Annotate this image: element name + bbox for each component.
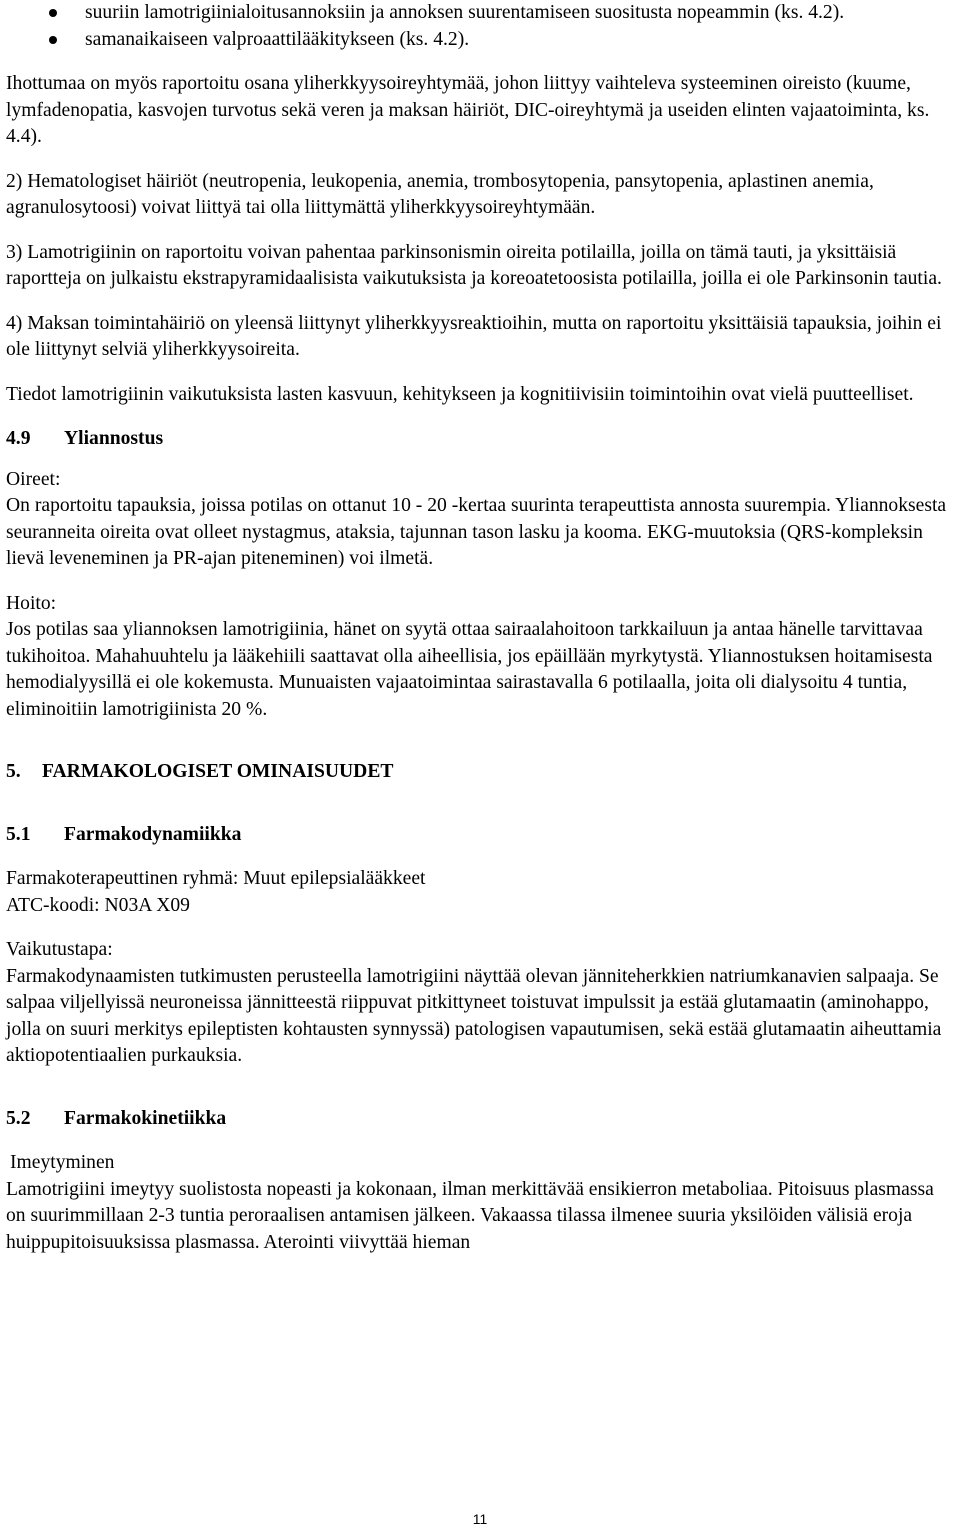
- paragraph-haematologic: 2) Hematologiset häiriöt (neutropenia, leukopenia, anemia, trombosytopenia, pansytopenia, aplastinen anemia, agranulosytoosi) voivat liittyä tai olla liittymättä yliherkkyysoireyhtymään.: [6, 170, 874, 218]
- section-number: 4.9: [6, 428, 31, 449]
- section-heading-5-2: [6, 1106, 958, 1133]
- section-title: Farmakodynamiikka: [64, 823, 242, 845]
- bullet-icon: [49, 9, 57, 17]
- section-title: Farmakokinetiikka: [64, 1107, 227, 1129]
- absorption-label: Imeytyminen: [10, 1152, 115, 1173]
- mechanism-text: Farmakodynaamisten tutkimusten perusteella lamotrigiini näyttää olevan jänniteherkkien natriumkanavien salpaaja. Se salpaa viljellyissä neuroneissa jännitteestä riippuvat pitkittyneet toistuvat impulssit ja estää glutamaatin (aminohappo, jolla on suuri merkitys epileptisten kohtausten synnyssä) patologisen vapautumisen, sekä estää glutamaatin aiheuttamia aktiopotentiaalien purkauksia.: [6, 965, 942, 1066]
- section-title: Yliannostus: [64, 428, 164, 449]
- section-number: 5.: [6, 761, 21, 782]
- symptoms-label: Oireet:: [6, 468, 61, 490]
- bullet-text: suuriin lamotrigiinialoitusannoksiin ja annoksen suurentamiseen suositusta nopeammin (ks. 4.2).: [85, 2, 845, 23]
- section-number: 5.1: [6, 823, 31, 845]
- bullet-item: [6, 0, 958, 27]
- section-heading-4-9: [6, 426, 958, 453]
- paragraph-children: Tiedot lamotrigiinin vaikutuksista lasten kasvuun, kehitykseen ja kognitiivisiin toimintoihin ovat vielä puutteelliset.: [6, 383, 914, 405]
- paragraph-parkinson: 3) Lamotrigiinin on raportoitu voivan pahentaa parkinsonismin oireita potilailla, joilla on tämä tauti, ja yksittäisiä raportteja on julkaistu ekstrapyramidaalisista vaikutuksista ja koreoatetoosista potilailla, joilla ei ole Parkinsonin tautia.: [6, 241, 942, 289]
- treatment-label: Hoito:: [6, 592, 57, 614]
- atc-code-line: ATC-koodi: N03A X09: [6, 894, 190, 916]
- document-page: [6, 0, 958, 1256]
- absorption-text: Lamotrigiini imeytyy suolistosta nopeasti ja kokonaan, ilman merkittävää ensikierron metaboliaa. Pitoisuus plasmassa on suurimmillaan 2-3 tuntia peroraalisen antamisen jälkeen. Vakaassa tilassa ilmenee suuria yksilöiden välisiä eroja huippupitoisuuksissa plasmassa. Aterointi viivyttää hieman: [6, 1178, 934, 1253]
- bullet-text: samanaikaiseen valproaattilääkitykseen (ks. 4.2).: [85, 28, 470, 50]
- bullet-list: [6, 0, 958, 53]
- mechanism-label: Vaikutustapa:: [6, 939, 113, 960]
- atc-group-line: Farmakoterapeuttinen ryhmä: Muut epilepsialääkkeet: [6, 868, 426, 889]
- paragraph-hypersensitivity: Ihottumaa on myös raportoitu osana yliherkkyysoireyhtymää, johon liittyy vaihteleva systeeminen oireisto (kuume, lymfadenopatia, kasvojen turvotus sekä veren ja maksan häiriöt, DIC-oireyhtymä ja useiden elinten vajaatoiminta, ks. 4.4).: [6, 73, 930, 147]
- bullet-item: [6, 27, 958, 54]
- section-number: 5.2: [6, 1107, 31, 1129]
- section-title: FARMAKOLOGISET OMINAISUUDET: [42, 761, 394, 782]
- symptoms-text: On raportoitu tapauksia, joissa potilas on ottanut 10 - 20 -kertaa suurinta terapeuttista annosta suurempia. Yliannoksesta seuranneita oireita ovat olleet nystagmus, ataksia, tajunnan tason lasku ja kooma. EKG-muutoksia (QRS-kompleksin lievä leveneminen ja PR-ajan piteneminen) voi ilmetä.: [6, 495, 947, 569]
- page-number: 11: [472, 1511, 488, 1527]
- treatment-text: Jos potilas saa yliannoksen lamotrigiinia, hänet on syytä ottaa sairaalahoitoon tarkkailuun ja antaa hänelle tarvittavaa tukihoitoa. Mahahuuhtelu ja lääkehiili saattavat olla aiheellisia, jos epäillään myrkytystä. Yliannostuksen hoitamisesta hemodialyysillä ei ole kokemusta. Munuaisten vajaatoimintaa sairastavalla 6 potilaalla, joita oli dialysoitu 4 tuntia, eliminoitiin lamotrigiinista 20 %.: [6, 619, 933, 720]
- section-heading-5-1: [6, 822, 958, 849]
- paragraph-liver: 4) Maksan toimintahäiriö on yleensä liittynyt yliherkkyysreaktioihin, mutta on raportoitu yksittäisiä tapauksia, joihin ei ole liittynyt selviä yliherkkyysoireita.: [6, 312, 942, 360]
- bullet-icon: [49, 36, 57, 44]
- section-heading-5: [6, 759, 958, 786]
